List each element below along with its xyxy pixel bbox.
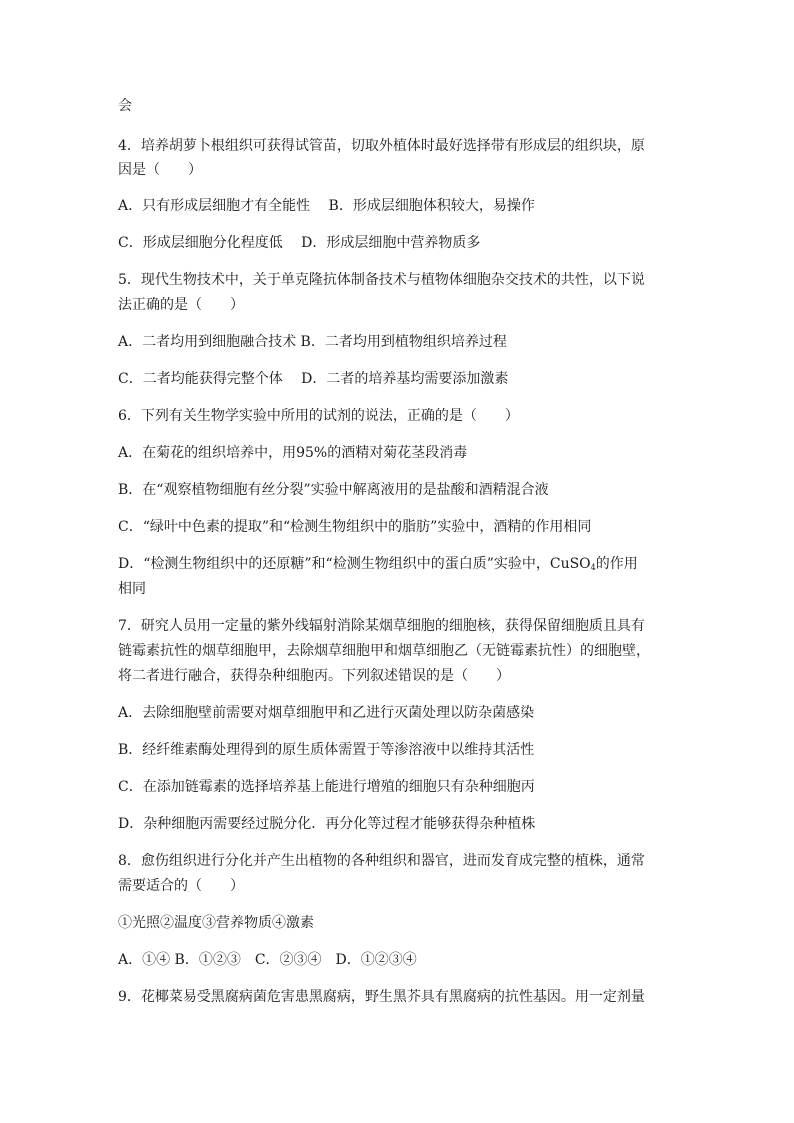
question-8-stem: 8．愈伤组织进行分化并产生出植物的各种组织和器官，进而发育成完整的植株，通常: [118, 853, 645, 869]
question-7-option-a: A．去除细胞壁前需要对烟草细胞甲和乙进行灭菌处理以防杂菌感染: [118, 705, 535, 721]
question-4-options-cd: C．形成层细胞分化程度低 D．形成层细胞中营养物质多: [118, 235, 481, 251]
chemical-subscript: 4: [590, 563, 596, 572]
chemical-formula: CuSO: [549, 556, 591, 572]
question-7-stem-cont: 链霉素抗性的烟草细胞甲，去除烟草细胞甲和烟草细胞乙（无链霉素抗性）的细胞壁，: [118, 643, 650, 659]
question-4-options-ab: A．只有形成层细胞才有全能性 B．形成层细胞体积较大，易操作: [118, 198, 535, 214]
question-5-stem: 5．现代生物技术中，关于单克隆抗体制备技术与植物体细胞杂交技术的共性，以下说: [118, 272, 645, 288]
question-6-option-b: B．在“观察植物细胞有丝分裂”实验中解离液用的是盐酸和酒精混合液: [118, 482, 549, 498]
question-8-stem-cont: 需要适合的（ ）: [118, 878, 244, 894]
question-6-option-c: C．“绿叶中色素的提取”和“检测生物组织中的脂肪”实验中，酒精的作用相同: [118, 519, 592, 535]
question-6-stem: 6．下列有关生物学实验中所用的试剂的说法，正确的是（ ）: [118, 408, 519, 424]
question-6-option-d: [118, 554, 638, 578]
question-4-stem: 4．培养胡萝卜根组织可获得试管苗，切取外植体时最好选择带有形成层的组织块，原: [118, 138, 645, 154]
question-8-options: A．①④ B．①②③ C．②③④ D．①②③④: [118, 952, 417, 968]
question-4-stem-cont: 因是（ ）: [118, 162, 202, 178]
question-6-option-d-tail: 的作用: [595, 556, 638, 572]
question-7-option-b: B．经纤维素酶处理得到的原生质体需置于等渗溶液中以维持其活性: [118, 742, 535, 758]
question-7-option-d: D．杂种细胞丙需要经过脱分化．再分化等过程才能够获得杂种植株: [118, 816, 536, 832]
text-line: 会: [118, 98, 132, 114]
question-7-option-c: C．在添加链霉素的选择培养基上能进行增殖的细胞只有杂种细胞丙: [118, 779, 535, 795]
question-5-stem-cont: 法正确的是（ ）: [118, 297, 244, 313]
question-5-options-ab: A．二者均用到细胞融合技术 B．二者均用到植物组织培养过程: [118, 334, 507, 350]
question-6-option-a: A．在菊花的组织培养中，用95%的酒精对菊花茎段消毒: [118, 445, 468, 461]
question-5-options-cd: C．二者均能获得完整个体 D．二者的培养基均需要添加激素: [118, 371, 509, 387]
question-6-option-d-cont: 相同: [118, 581, 146, 597]
question-8-items: ①光照②温度③营养物质④激素: [118, 915, 314, 931]
question-7-stem: 7．研究人员用一定量的紫外线辐射消除某烟草细胞的细胞核，获得保留细胞质且具有: [118, 618, 645, 634]
question-9-stem: 9．花椰菜易受黑腐病菌危害患黑腐病，野生黑芥具有黑腐病的抗性基因。用一定剂量: [118, 989, 645, 1005]
question-6-option-d-text: D．“检测生物组织中的还原糖”和“检测生物组织中的蛋白质”实验中，: [118, 556, 550, 572]
question-7-stem-cont: 将二者进行融合，获得杂种细胞丙。下列叙述错误的是（ ）: [118, 668, 510, 684]
